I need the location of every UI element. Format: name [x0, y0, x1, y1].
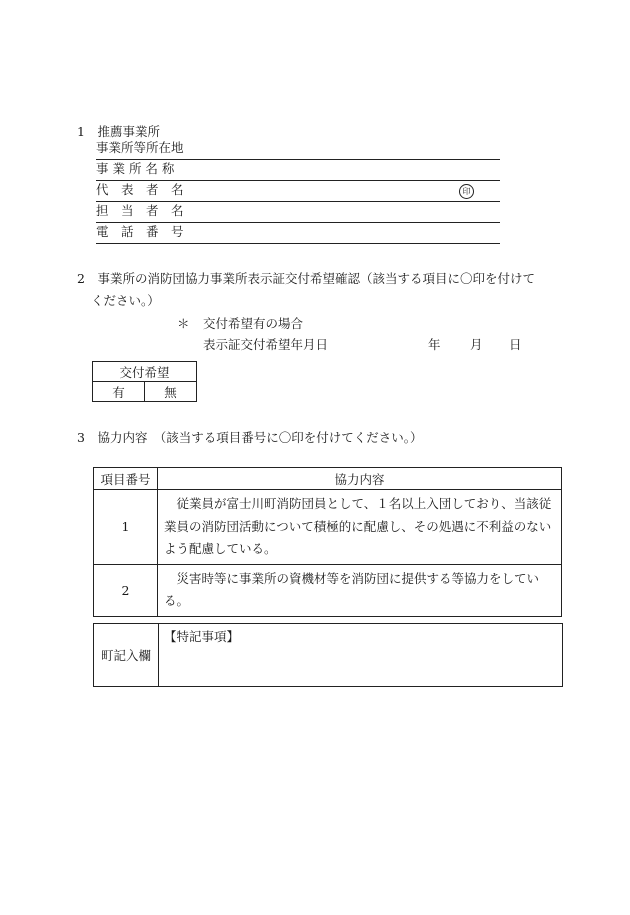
address-label: 事業所等所在地 [96, 140, 184, 155]
person-in-charge-label: 担 当 者 名 [96, 203, 184, 218]
issuance-wish-table [92, 361, 197, 402]
issuance-wish-header: 交付希望 [93, 362, 197, 382]
date-label: 表示証交付希望年月日 [203, 337, 329, 352]
business-name-label: 事 業 所 名 称 [96, 161, 175, 176]
section1-heading: 1 推薦事業所 [77, 124, 160, 139]
business-name-field[interactable] [96, 160, 500, 181]
year-label[interactable]: 年 [428, 337, 441, 352]
table-row [94, 564, 562, 616]
town-notes-box[interactable] [93, 623, 563, 687]
asterisk-mark: ＊ [177, 316, 190, 331]
person-in-charge-field[interactable] [96, 202, 500, 223]
col-header-cooperation: 協力内容 [158, 468, 562, 490]
item-number-1[interactable]: 1 [94, 490, 158, 565]
representative-field[interactable] [96, 181, 500, 202]
phone-field[interactable] [96, 223, 500, 244]
item-text-1: 従業員が富士川町消防団員として、１名以上入団しており、当該従業員の消防団活動について積極的に配慮し、その処遇に不利益のないよう配慮している。 [158, 490, 562, 565]
representative-label: 代 表 者 名 [96, 182, 184, 197]
section2-heading-line1: 2 事業所の消防団協力事業所表示証交付希望確認（該当する項目に〇印を付けて [77, 271, 535, 286]
section3-heading: 3 協力内容 （該当する項目番号に〇印を付けてください。） [77, 430, 423, 445]
col-header-item-number: 項目番号 [94, 468, 158, 490]
option-yes[interactable]: 有 [93, 382, 145, 402]
month-label[interactable]: 月 [470, 337, 483, 352]
item-number-2[interactable]: 2 [94, 564, 158, 616]
town-notes-label: 町記入欄 [94, 624, 159, 686]
item-text-2: 災害時等に事業所の資機材等を消防団に提供する等協力をしている。 [158, 564, 562, 616]
special-notes-header: 【特記事項】 [164, 629, 240, 644]
address-field[interactable] [96, 139, 500, 160]
option-no[interactable]: 無 [145, 382, 197, 402]
phone-label: 電 話 番 号 [96, 224, 184, 239]
section2-heading-line2: ください。） [91, 293, 160, 308]
seal-icon: 印 [459, 184, 474, 199]
cooperation-table [93, 467, 562, 617]
case-label: 交付希望有の場合 [203, 316, 304, 331]
day-label[interactable]: 日 [509, 337, 522, 352]
table-row [94, 490, 562, 565]
